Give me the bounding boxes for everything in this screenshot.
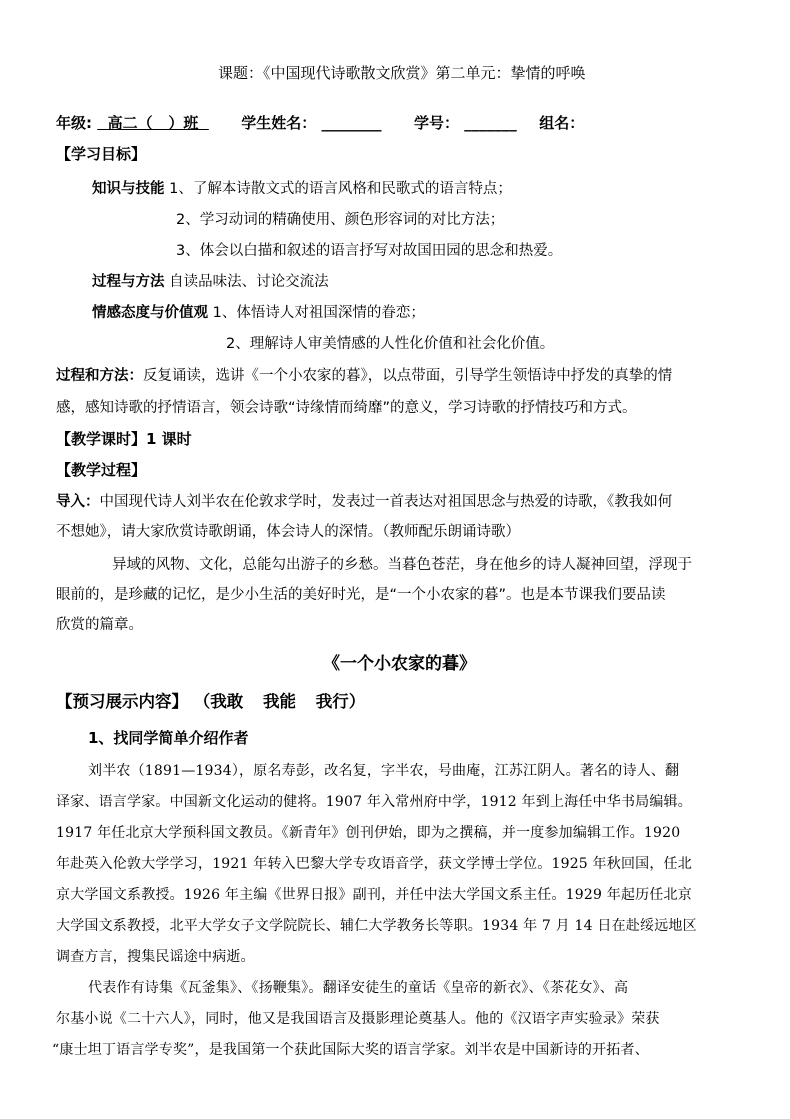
knowledge-item: 2、学习动词的精确使用、颜色形容词的对比方法； [176,212,505,228]
preview-slogan: （我敢 [193,692,244,711]
knowledge-row-1 [92,177,512,198]
process-method-row [92,270,329,291]
method-text: 感，感知诗歌的抒情语言，领会诗歌“诗缘情而绮靡”的意义，学习诗歌的抒情技巧和方式。 [56,400,637,416]
teaching-process-heading: 【教学过程】 [56,461,147,479]
works-line: 代表作有诗集《瓦釜集》、《扬鞭集》。翻译安徒生的童话《皇帝的新衣》、《茶花女》、高 [88,980,629,996]
method-text: 反复诵读，选讲《一个小农家的暮》，以点带面，引导学生领悟诗中抒发的真挚的情 [143,368,673,384]
process-label: 过程与方法 [92,274,165,290]
group-name-label: 组名： [539,114,585,132]
bio-line: 1917 年任北京大学预科国文教员。《新青年》创刊伊始，即为之撰稿，并一度参加编辑工作。1920 [56,825,681,841]
knowledge-label: 知识与技能 [92,181,165,197]
student-info-row [56,112,584,133]
paragraph-line: 异域的风物、文化，总能勾出游子的乡愁。当暮色苍茫，身在他乡的诗人凝神回望，浮现于 [112,557,692,573]
intro-text: 不想她》，请大家欣赏诗歌朗诵，体会诗人的深情。（教师配乐朗诵诗歌） [56,524,520,540]
intro-line-1 [56,490,672,511]
bio-line: 译家、语言学家。中国新文化运动的健将。1907 年入常州府中学，1912 年到上海任中华书局编辑。 [56,794,692,810]
works-line: “康士坦丁语言学专奖”，是我国第一个获此国际大奖的语言学家。刘半农是中国新诗的开拓者、 [52,1042,649,1058]
knowledge-item: 1、了解本诗散文式的语言风格和民歌式的语言特点； [169,181,512,197]
grade-label: 年级: [56,114,92,132]
knowledge-item: 3、体会以白描和叙述的语言抒写对故国田园的思念和热爱。 [176,243,563,259]
student-number-blank[interactable]: _______ [464,114,517,132]
preview-heading-row [56,688,365,712]
class-hours-heading: 【教学课时】1 课时 [56,430,192,448]
bio-line: 京大学国文系教授。1926 年主编《世界日报》副刊，并任中法大学国文系主任。1929 年起历任北京 [56,887,692,903]
bio-line: 年赴英入伦敦大学学习，1921 年转入巴黎大学专攻语音学，获文学博士学位。1925 年秋回国，任北 [56,856,692,872]
works-line: 尔基小说《二十六人》，同时，他又是我国语言及摄影理论奠基人。他的《汉语字声实验录》荣获 [56,1011,660,1027]
process-text: 自读品味法、讨论交流法 [169,274,329,290]
student-number-label: 学号： [413,114,459,132]
preview-heading: 【预习展示内容】 [56,692,188,711]
emotion-item: 2、理解诗人审美情感的人性化价值和社会化价值。 [226,336,555,352]
emotion-item: 1、体悟诗人对祖国深情的眷恋； [212,305,425,321]
method-line-1 [56,364,672,385]
paragraph-line: 欣赏的篇章。 [56,617,143,633]
item1-heading: 1、找同学简单介绍作者 [88,729,249,747]
student-name-blank[interactable]: ________ [321,114,382,132]
poem-title: 《一个小农家的暮》 [323,654,476,674]
intro-text: 中国现代诗人刘半农在伦敦求学时，发表过一首表达对祖国思念与热爱的诗歌，《教我如何 [99,494,673,510]
bio-line: 调查方言，搜集民谣途中病逝。 [56,949,255,965]
emotion-row-1 [92,301,425,322]
lesson-title: 课题：《中国现代诗歌散文欣赏》第二单元：挚情的呼唤 [218,64,586,82]
paragraph-line: 眼前的，是珍藏的记忆，是少小生活的美好时光，是“一个小农家的暮”。也是本节课我们要品读 [56,587,666,603]
emotion-label: 情感态度与价值观 [92,305,208,321]
method-label: 过程和方法： [56,368,143,384]
objectives-heading: 【学习目标】 [56,145,147,163]
grade-value: 高二（ ）班 [97,114,209,132]
bio-line: 大学国文系教授，北平大学女子文学院院长、辅仁大学教务长等职。1934 年 7 月 14 日在赴绥远地区 [56,918,697,934]
preview-slogan: 我能 [263,692,296,711]
student-name-label: 学生姓名： [241,114,317,132]
preview-slogan: 我行） [315,692,366,711]
bio-line: 刘半农（1891—1934），原名寿彭，改名复，字半农，号曲庵，江苏江阴人。著名的诗人、翻 [88,763,680,779]
intro-label: 导入： [56,494,100,510]
